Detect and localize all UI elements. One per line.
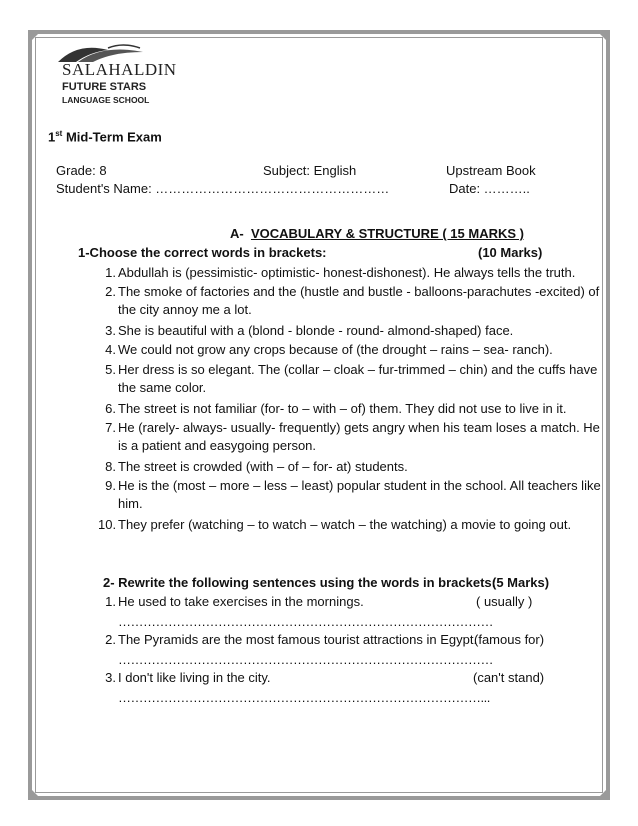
corner-ornament <box>30 788 40 798</box>
question-number: 6. <box>105 401 116 416</box>
answer-line: ……………………………………………………………………………… <box>118 614 493 629</box>
question-text: is a patient and easygoing person. <box>118 438 317 453</box>
logo-line-1: SALAHALDIN <box>62 60 177 79</box>
question-number: 5. <box>105 362 116 377</box>
grade-label: Grade: 8 <box>56 163 107 178</box>
date-field: Date: ……….. <box>449 181 530 196</box>
question-text: He (rarely- always- usually- frequently) gets angry when his team loses a match. He <box>118 420 600 435</box>
question-text: The smoke of factories and the (hustle and bustle - balloons-parachutes -excited) of <box>118 284 600 299</box>
school-logo <box>48 40 177 106</box>
question-number: 8. <box>105 459 116 474</box>
question-text: the same color. <box>118 380 207 395</box>
question-text: We could not grow any crops because of (the drought – rains – sea- ranch). <box>118 342 553 357</box>
question-number: 1. <box>105 265 116 280</box>
question-number: 1. <box>105 594 116 609</box>
part2-heading: 2- Rewrite the following sentences using the words in brackets: <box>103 575 496 590</box>
subject-label: Subject: English <box>263 163 357 178</box>
question-hint: (can't stand) <box>473 670 545 685</box>
question-number: 10. <box>98 517 117 532</box>
question-text: She is beautiful with a (blond - blonde - round- almond-shaped) face. <box>118 323 514 338</box>
question-hint: (famous for) <box>474 632 545 647</box>
question-text: Abdullah is (pessimistic- optimistic- honest-dishonest). He always tells the truth. <box>118 265 576 280</box>
question-text: Her dress is so elegant. The (collar – cloak – fur-trimmed – chin) and the cuffs have <box>118 362 598 377</box>
part2-marks: (5 Marks) <box>492 575 550 590</box>
question-text: The street is crowded (with – of – for- at) students. <box>118 459 408 474</box>
question-number: 9. <box>105 478 116 493</box>
question-number: 2. <box>105 284 116 299</box>
question-hint: ( usually ) <box>476 594 533 609</box>
section-a-title: A- VOCABULARY & STRUCTURE ( 15 MARKS ) <box>230 226 524 241</box>
question-number: 3. <box>105 670 116 685</box>
question-text: The Pyramids are the most famous tourist attractions in Egypt. <box>118 632 478 647</box>
question-number: 2. <box>105 632 116 647</box>
answer-line: ……………………………………………………………………………… <box>118 652 493 667</box>
book-label: Upstream Book <box>446 163 536 178</box>
question-number: 7. <box>105 420 116 435</box>
exam-title: 1st Mid-Term Exam <box>48 129 162 145</box>
corner-ornament <box>598 32 608 42</box>
student-name-field: Student's Name: ……………………………………………… <box>56 181 390 196</box>
logo-line-2: FUTURE STARS <box>62 81 147 93</box>
question-text: the city annoy me a lot. <box>118 302 252 317</box>
question-text: I don't like living in the city. <box>118 670 271 685</box>
question-number: 4. <box>105 342 116 357</box>
part1-marks: (10 Marks) <box>478 245 543 260</box>
question-text: He is the (most – more – less – least) popular student in the school. All teachers like <box>118 478 601 493</box>
question-text: him. <box>118 496 143 511</box>
question-text: He used to take exercises in the mornings. <box>118 594 364 609</box>
question-number: 3. <box>105 323 116 338</box>
answer-line: ……………………………………………………………………………... <box>118 690 490 705</box>
question-text: The street is not familiar (for- to – with – of) them. They did not use to live in it. <box>118 401 567 416</box>
corner-ornament <box>598 788 608 798</box>
corner-ornament <box>30 32 40 42</box>
logo-line-3: LANGUAGE SCHOOL <box>62 95 150 105</box>
question-text: They prefer (watching – to watch – watch – the watching) a movie to going out. <box>118 517 572 532</box>
part1-heading: 1-Choose the correct words in brackets: <box>78 245 327 260</box>
